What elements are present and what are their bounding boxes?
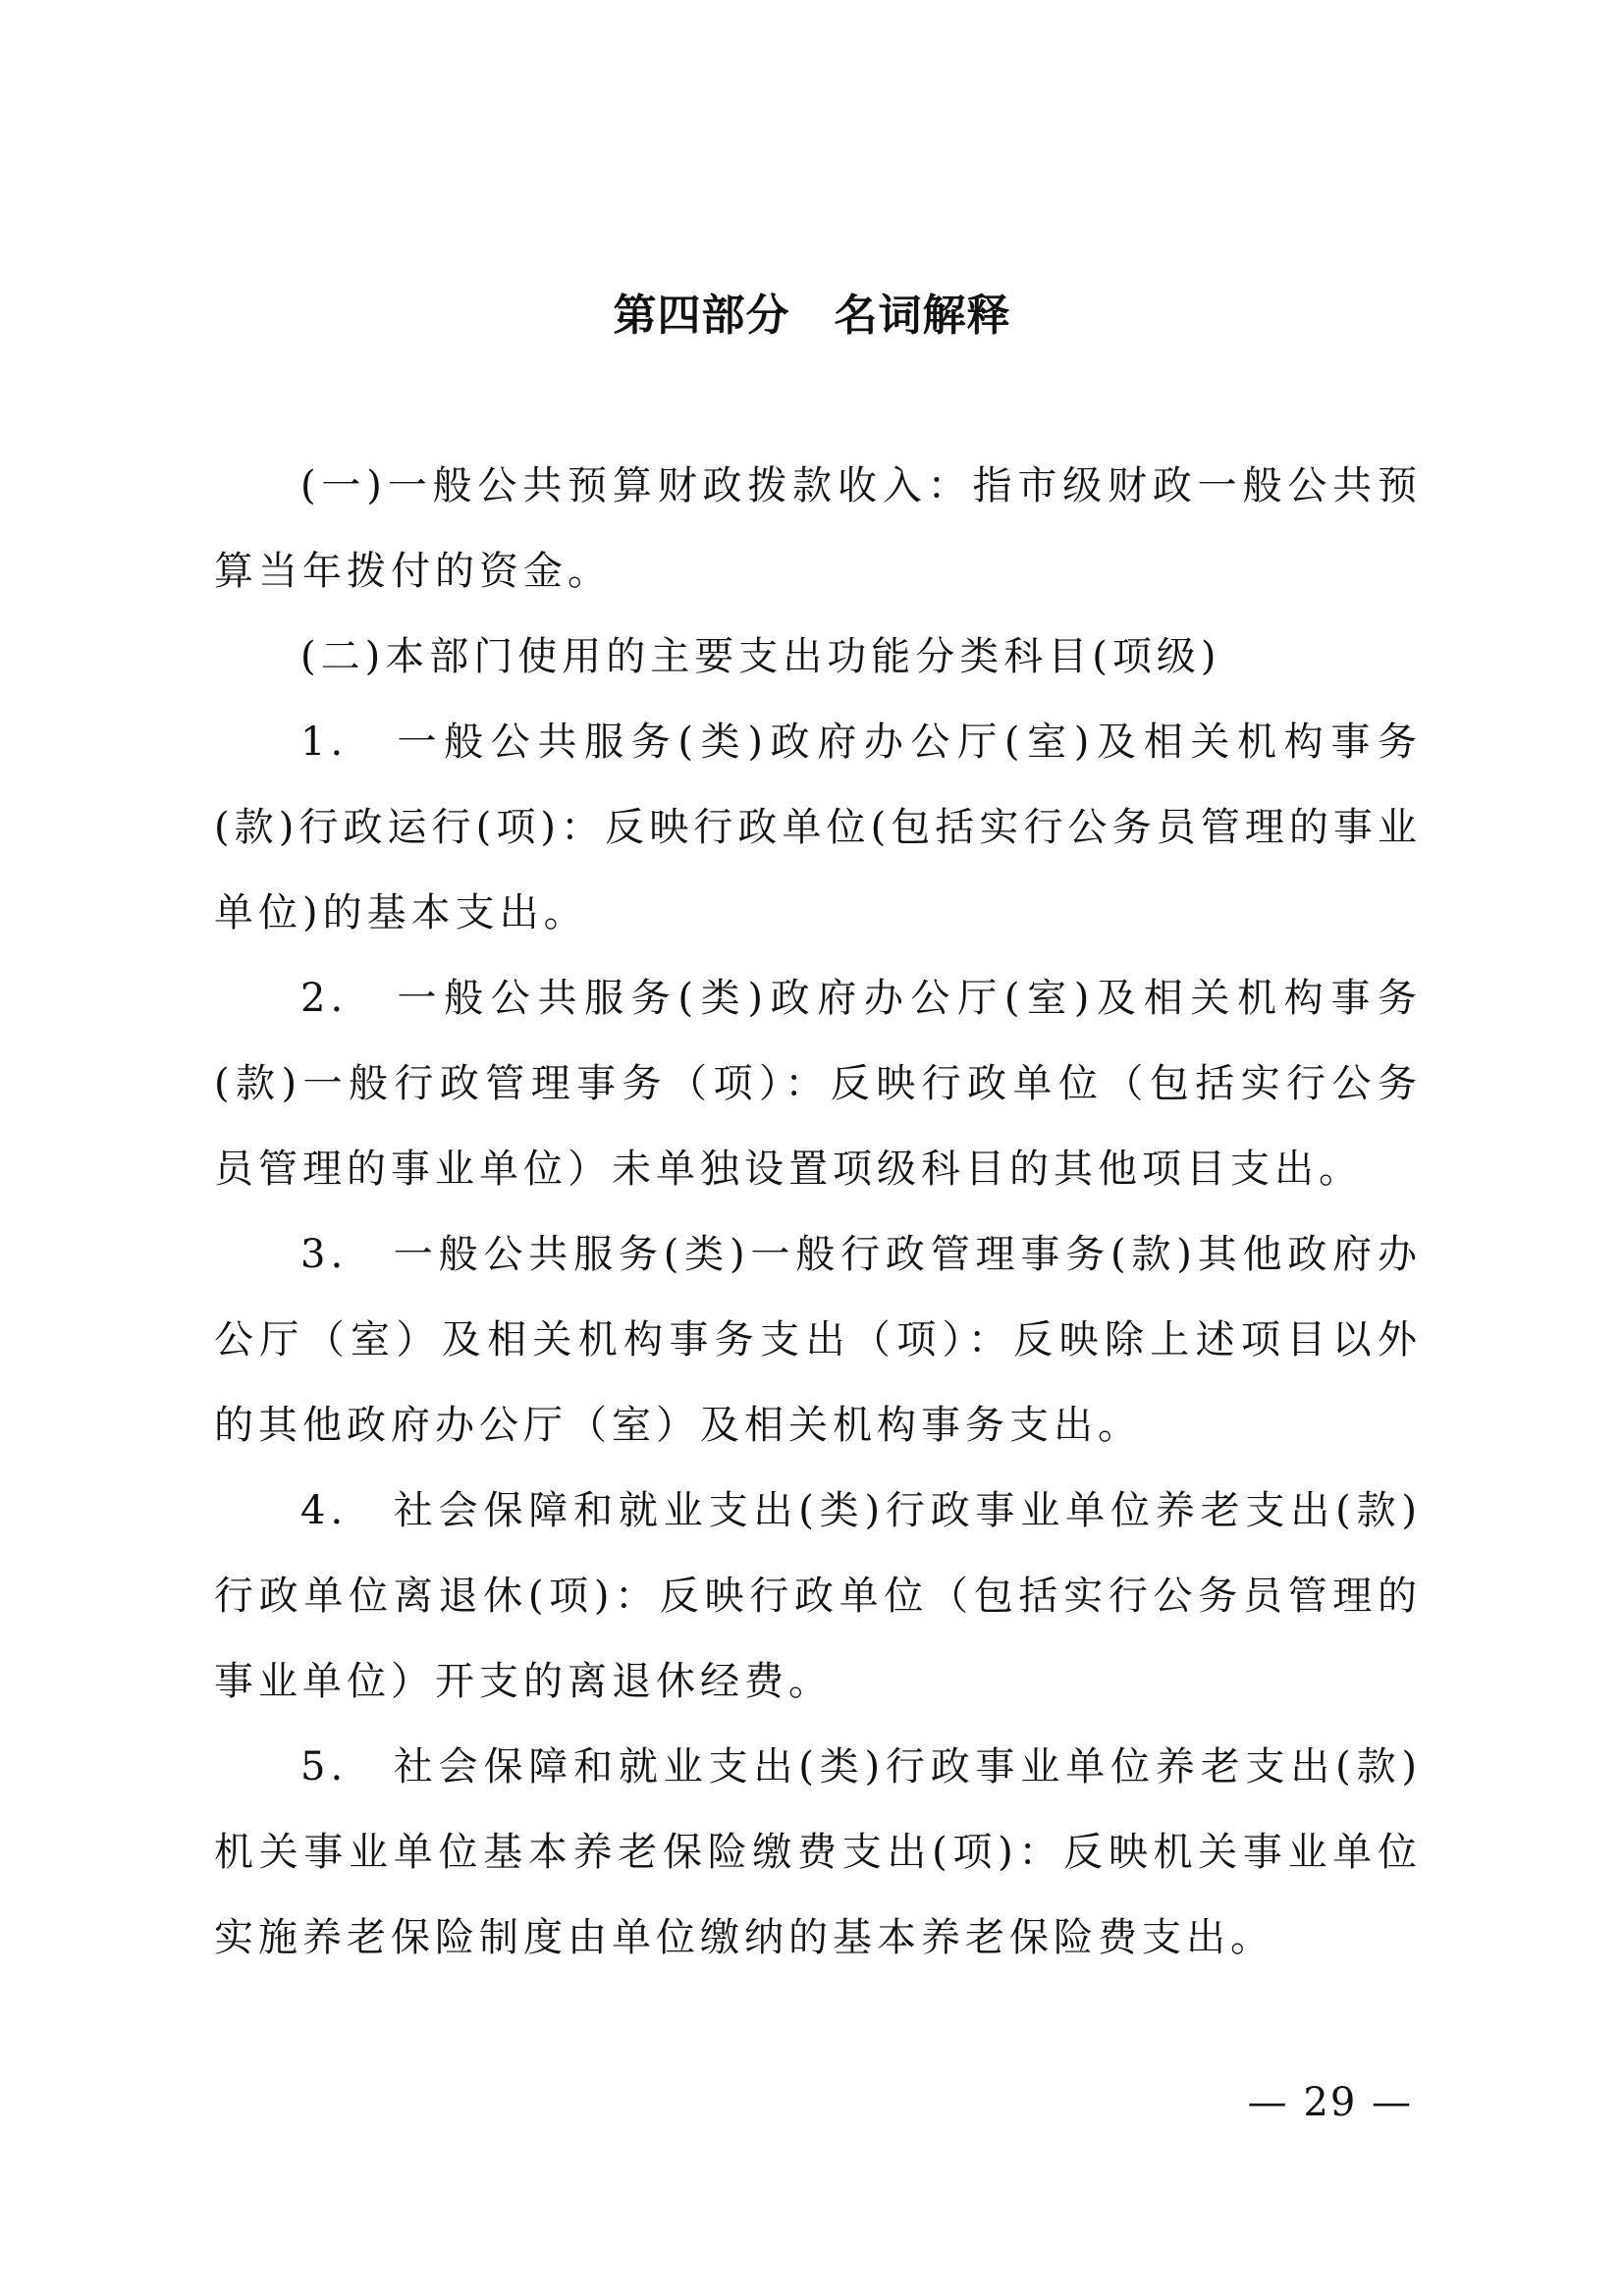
body-text — [214, 444, 1422, 1981]
paragraph-item-1: 1. 一般公共服务(类)政府办公厅(室)及相关机构事务(款)行政运行(项)：反映行政单位(包括实行公务员管理的事业单位)的基本支出。 — [214, 720, 1422, 935]
paragraph-item-3: 3. 一般公共服务(类)一般行政管理事务(款)其他政府办公厅（室）及相关机构事务支出（项）：反映除上述项目以外的其他政府办公厅（室）及相关机构事务支出。 — [214, 1232, 1422, 1448]
paragraph-general-budget-revenue: (一)一般公共预算财政拨款收入：指市级财政一般公共预算当年拨付的资金。 — [214, 463, 1422, 594]
section-title: 第四部分 名词解释 — [613, 291, 1011, 341]
paragraph-item-5: 5. 社会保障和就业支出(类)行政事业单位养老支出(款)机关事业单位基本养老保险缴费支出(项)：反映机关事业单位实施养老保险制度由单位缴纳的基本养老保险费支出。 — [214, 1744, 1422, 1960]
paragraph-item-2: 2. 一般公共服务(类)政府办公厅(室)及相关机构事务(款)一般行政管理事务（项）：反映行政单位（包括实行公务员管理的事业单位）未单独设置项级科目的其他项目支出。 — [214, 976, 1422, 1192]
paragraph-item-4: 4. 社会保障和就业支出(类)行政事业单位养老支出(款)行政单位离退休(项)：反映行政单位（包括实行公务员管理的事业单位）开支的离退休经费。 — [214, 1488, 1422, 1704]
page-number: — 29 — — [1247, 2080, 1413, 2125]
paragraph-expenditure-categories-heading: (二)本部门使用的主要支出功能分类科目(项级) — [300, 634, 1221, 679]
